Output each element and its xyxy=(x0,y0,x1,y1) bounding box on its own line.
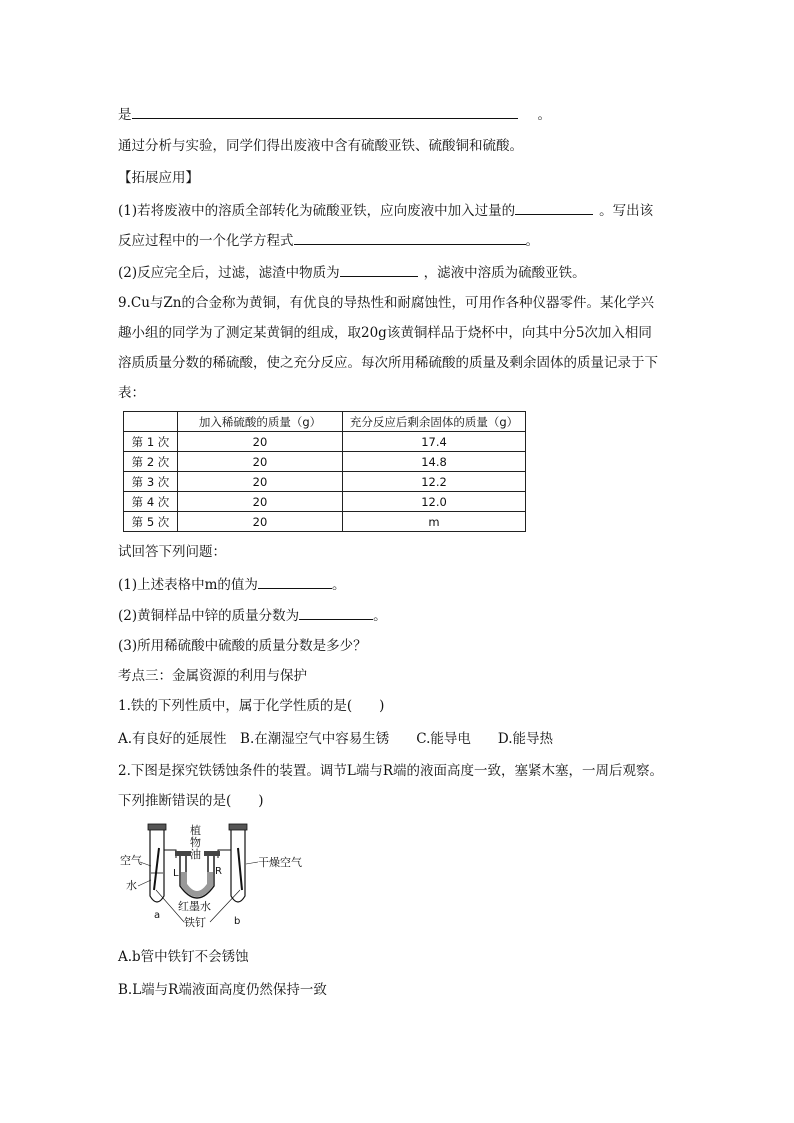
table-header: 充分反应后剩余固体的质量（g） xyxy=(343,412,526,432)
text: (1)若将废液中的溶质全部转化为硫酸亚铁，应向废液中加入过量的 xyxy=(118,203,516,219)
option-b: B.L端与R端液面高度仍然保持一致 xyxy=(118,982,327,998)
question-k2-text-2: 下列推断错误的是( ) xyxy=(118,793,264,809)
text: (2)黄铜样品中锌的质量分数为 xyxy=(118,608,300,624)
table-header: 加入稀硫酸的质量（g） xyxy=(178,412,343,432)
question-9-text-3: 溶质质量分数的稀硫酸，使之充分反应。每次所用稀硫酸的质量及剩余固体的质量记录于下 xyxy=(118,355,658,371)
table-header xyxy=(124,412,178,432)
question-2-line xyxy=(118,262,678,283)
answer-blank[interactable] xyxy=(258,574,332,589)
question-9-text-1: 9.Cu与Zn的合金称为黄铜，有优良的导热性和耐腐蚀性，可用作各种仪器零件。某化学兴 xyxy=(118,295,654,311)
text: ，滤液中溶质为硫酸亚铁。 xyxy=(423,265,586,281)
label-R: R xyxy=(215,866,222,877)
answer-blank[interactable] xyxy=(299,605,373,620)
right-test-tube xyxy=(229,824,247,902)
section-heading-extension: 【拓展应用】 xyxy=(118,170,199,186)
question-prompt: 试回答下列问题： xyxy=(118,544,226,560)
data-table xyxy=(123,411,526,532)
label-a: a xyxy=(154,910,161,921)
label-oil-1: 植 xyxy=(190,824,201,837)
label-oil-2: 物 xyxy=(190,836,201,849)
left-test-tube xyxy=(148,824,166,902)
label-L: L xyxy=(173,868,179,879)
answer-blank[interactable] xyxy=(294,230,526,245)
text: (2)反应完全后，过滤，滤渣中物质为 xyxy=(118,265,340,281)
label-water: 水 xyxy=(126,879,137,892)
sub-question-3: (3)所用稀硫酸中硫酸的质量分数是多少？ xyxy=(118,638,367,654)
label-b: b xyxy=(234,916,241,927)
sub-question-2 xyxy=(118,605,678,626)
table-cell: 20 xyxy=(178,432,343,452)
answer-blank[interactable] xyxy=(132,104,518,119)
text: 。 xyxy=(373,608,387,624)
answer-blank[interactable] xyxy=(515,200,593,215)
question-k1-options: A.有良好的延展性 B.在潮湿空气中容易生锈 C.能导电 D.能导热 xyxy=(118,731,554,747)
table-cell: 12.0 xyxy=(343,492,526,512)
table-cell: 20 xyxy=(178,452,343,472)
conclusion-text: 通过分析与实验，同学们得出废液中含有硫酸亚铁、硫酸铜和硫酸。 xyxy=(118,138,523,154)
label-oil-3: 油 xyxy=(190,848,201,861)
question-9-text-4: 表： xyxy=(118,385,145,401)
table-row xyxy=(124,472,526,492)
sub-question-1 xyxy=(118,574,678,595)
table-cell: 14.8 xyxy=(343,452,526,472)
answer-blank[interactable] xyxy=(340,262,418,277)
table-row xyxy=(124,492,526,512)
table-cell: 20 xyxy=(178,472,343,492)
label-dry-air: 干燥空气 xyxy=(258,856,302,869)
question-k2-text-1: 2.下图是探究铁锈蚀条件的装置。调节L端与R端的液面高度一致，塞紧木塞，一周后观察。 xyxy=(118,763,664,779)
table-row xyxy=(124,452,526,472)
table-cell: m xyxy=(343,512,526,532)
text: 。写出该 xyxy=(599,203,654,219)
table-header-row xyxy=(124,412,526,432)
text: 。 xyxy=(525,233,539,249)
table-cell: 第 4 次 xyxy=(124,492,178,512)
iron-rust-apparatus-figure xyxy=(118,818,318,938)
table-cell: 20 xyxy=(178,512,343,532)
table-cell: 第 1 次 xyxy=(124,432,178,452)
text: 。 xyxy=(537,107,551,123)
text: (1)上述表格中m的值为 xyxy=(118,577,258,593)
table-cell: 第 5 次 xyxy=(124,512,178,532)
question-k1: 1.铁的下列性质中，属于化学性质的是( ) xyxy=(118,698,385,714)
table-cell: 第 2 次 xyxy=(124,452,178,472)
table-cell: 第 3 次 xyxy=(124,472,178,492)
answer-line-1 xyxy=(118,104,678,125)
text: 反应过程中的一个化学方程式 xyxy=(118,233,294,249)
text: 是 xyxy=(118,107,132,123)
table-cell: 12.2 xyxy=(343,472,526,492)
question-1-line-2 xyxy=(118,230,678,251)
table-row xyxy=(124,432,526,452)
table-cell: 17.4 xyxy=(343,432,526,452)
table-cell: 20 xyxy=(178,492,343,512)
question-1-line xyxy=(118,200,678,221)
question-9-text-2: 趣小组的同学为了测定某黄铜的组成，取20g该黄铜样品于烧杯中，向其中分5次加入相同 xyxy=(118,325,652,341)
label-nail: 铁钉 xyxy=(184,916,206,929)
table-row xyxy=(124,512,526,532)
label-red-ink: 红墨水 xyxy=(178,900,211,913)
label-air: 空气 xyxy=(120,854,142,867)
section-heading-point-3: 考点三：金属资源的利用与保护 xyxy=(118,668,307,684)
text: 。 xyxy=(331,577,346,593)
option-a: A.b管中铁钉不会锈蚀 xyxy=(118,949,249,965)
